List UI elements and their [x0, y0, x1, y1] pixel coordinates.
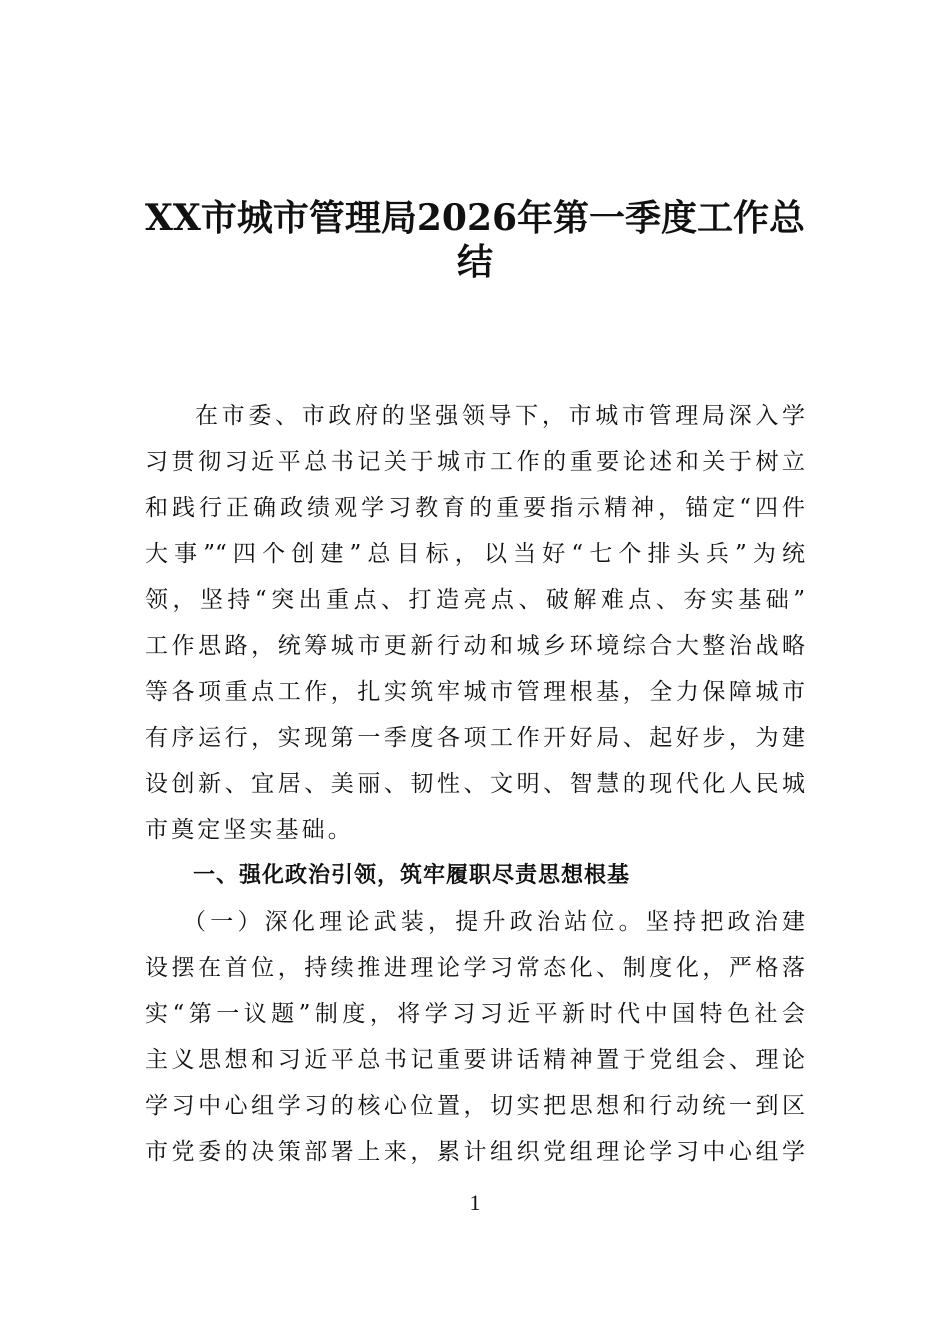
intro-paragraph: [145, 393, 805, 853]
text-line: 大事”“四个创建”总目标，以当好“七个排头兵”为统: [145, 541, 805, 567]
document-title-line-1: XX市城市管理局2026年第一季度工作总: [145, 197, 806, 239]
document-title-line-2: 结: [456, 241, 493, 283]
page-number: 1: [469, 1190, 481, 1215]
section-heading: 一、强化政治引领，筑牢履职尽责思想根基: [193, 863, 631, 888]
text-line: 有序运行，实现第一季度各项工作开好局、起好步，为建: [145, 725, 805, 751]
text-line: （一）深化理论武装，提升政治站位。坚持把政治建: [183, 909, 805, 935]
text-line: 实“第一议题”制度，将学习习近平新时代中国特色社会: [145, 1001, 805, 1027]
text-line: 市党委的决策部署上来，累计组织党组理论学习中心组学: [145, 1139, 805, 1165]
document-body: [145, 393, 805, 1175]
text-line: 习贯彻习近平总书记关于城市工作的重要论述和关于树立: [145, 449, 805, 475]
text-line: 领，坚持“突出重点、打造亮点、破解难点、夯实基础”: [145, 587, 805, 613]
text-line: 学习中心组学习的核心位置，切实把思想和行动统一到区: [145, 1093, 805, 1119]
text-line: 设摆在首位，持续推进理论学习常态化、制度化，严格落: [145, 955, 805, 981]
subsection-paragraph: [145, 899, 805, 1175]
text-line: 在市委、市政府的坚强领导下，市城市管理局深入学: [195, 403, 805, 429]
text-line: 工作思路，统筹城市更新行动和城乡环境综合大整治战略: [145, 633, 805, 659]
text-line: 市奠定坚实基础。: [145, 817, 354, 843]
text-line: 设创新、宜居、美丽、韧性、文明、智慧的现代化人民城: [145, 771, 805, 797]
text-line: 主义思想和习近平总书记重要讲话精神置于党组会、理论: [145, 1047, 805, 1073]
text-line: 等各项重点工作，扎实筑牢城市管理根基，全力保障城市: [145, 679, 805, 705]
text-line: 和践行正确政绩观学习教育的重要指示精神，锚定“四件: [145, 495, 805, 521]
